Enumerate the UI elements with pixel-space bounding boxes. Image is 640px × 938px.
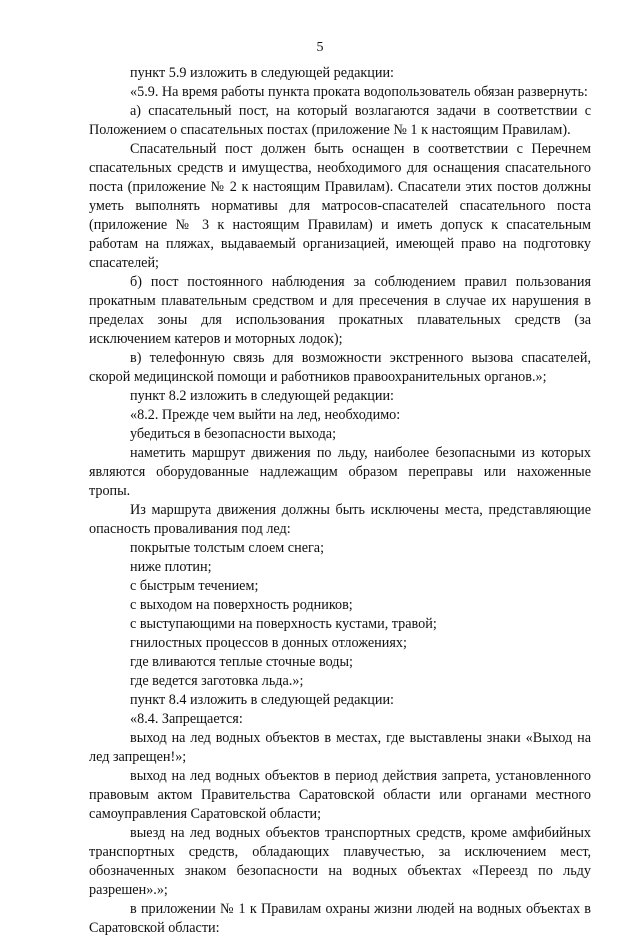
paragraph: Спасательный пост должен быть оснащен в соответствии с Перечнем спасательных средств и имущества, необходимого для оснащения спасательного поста (приложение № 2 к настоящим Правилам). Спасатели этих постов должны уметь выполнять нормативы для матросов-спасателей спасательного поста (приложение № 3 к настоящим Правилам) и иметь допуск к спасательным работам на пляжах, выдаваемый организацией, имеющей право на подготовку спасателей; xyxy=(89,141,591,271)
paragraph: с выступающими на поверхность кустами, травой; xyxy=(130,616,437,632)
page-number: 5 xyxy=(316,40,324,55)
paragraph: наметить маршрут движения по льду, наиболее безопасными из которых являются оборудованные надлежащим образом переправы или нахоженные тропы. xyxy=(89,445,591,499)
paragraph: с быстрым течением; xyxy=(130,578,259,594)
paragraph: «5.9. На время работы пункта проката водопользователь обязан развернуть: xyxy=(130,84,588,100)
paragraph: выход на лед водных объектов в период действия запрета, установленного правовым актом Правительства Саратовской области или органами местного самоуправления Саратовской области; xyxy=(89,768,591,822)
paragraph: с выходом на поверхность родников; xyxy=(130,597,353,613)
paragraph: убедиться в безопасности выхода; xyxy=(130,426,337,442)
paragraph: а) спасательный пост, на который возлагаются задачи в соответствии с Положением о спасательных постах (приложение № 1 к настоящим Правилам). xyxy=(89,103,591,138)
paragraph: где ведется заготовка льда.»; xyxy=(130,673,304,689)
paragraph: гнилостных процессов в донных отложениях; xyxy=(130,635,407,651)
paragraph: в) телефонную связь для возможности экстренного вызова спасателей, скорой медицинской помощи и работников правоохранительных органов.»; xyxy=(89,350,591,385)
paragraph: пункт 8.2 изложить в следующей редакции: xyxy=(130,388,394,404)
paragraph: покрытые толстым слоем снега; xyxy=(130,540,325,556)
paragraph: б) пост постоянного наблюдения за соблюдением правил пользования прокатным плавательным средством и для пресечения в случае их нарушения в пределах зоны для использования прокатных плавательных средств (за исключением катеров и моторных лодок); xyxy=(89,274,591,347)
paragraph: «8.2. Прежде чем выйти на лед, необходимо: xyxy=(130,407,401,423)
paragraph: ниже плотин; xyxy=(130,559,212,575)
paragraph: Из маршрута движения должны быть исключены места, представляющие опасность проваливания под лед: xyxy=(89,502,591,537)
paragraph: выезд на лед водных объектов транспортных средств, кроме амфибийных транспортных средств, обладающих плавучестью, за исключением мест, обозначенных знаком безопасности на водных объектах «Переезд по льду разрешен».»; xyxy=(89,825,591,898)
paragraph: пункт 8.4 изложить в следующей редакции: xyxy=(130,692,394,708)
paragraph: где вливаются теплые сточные воды; xyxy=(130,654,353,670)
document-body xyxy=(89,64,591,938)
paragraph: пункт 5.9 изложить в следующей редакции: xyxy=(130,65,394,81)
paragraph: «8.4. Запрещается: xyxy=(130,711,243,727)
paragraph: в приложении № 1 к Правилам охраны жизни людей на водных объектах в Саратовской области: xyxy=(89,901,591,936)
paragraph: выход на лед водных объектов в местах, где выставлены знаки «Выход на лед запрещен!»; xyxy=(89,730,591,765)
